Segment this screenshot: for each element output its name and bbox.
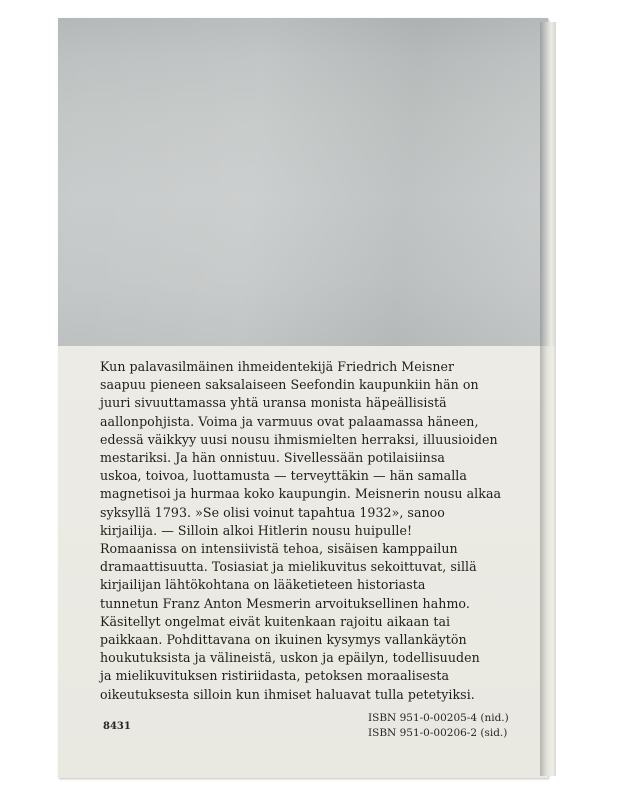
blurb-line: mestariksi. Ja hän onnistuu. Sivellessään potilaisiinsa [100,450,445,466]
blurb-line: Kun palavasilmäinen ihmeidentekijä Friedrich Meisner [100,359,455,374]
blurb-line: aallonpohjista. Voima ja varmuus ovat palaamassa häneen, [100,413,479,429]
blurb-line: magnetisoi ja hurmaa koko kaupungin. Meisnerin nousu alkaa [100,486,502,502]
blurb-line: oikeutuksesta silloin kun ihmiset haluavat tulla petetyiksi. [100,686,475,702]
blurb-line: houkutuksista ja välineistä, uskon ja epäilyn, todellisuuden [100,650,480,666]
blurb-line: tunnetun Franz Anton Mesmerin arvoituksellinen hahmo. [100,595,470,611]
isbn-line-hardcover: ISBN 951-0-00206-2 (sid.) [368,727,508,739]
blurb-line: edessä väikkyy uusi nousu ihmismielten herraksi, illuusioiden [100,431,498,447]
blurb-line: ja mielikuvituksen ristiriidasta, petoksen moraalisesta [100,668,450,684]
isbn-line-paperback: ISBN 951-0-00205-4 (nid.) [368,712,509,724]
blurb-line: paikkaan. Pohdittavana on ikuinen kysymys vallankäytön [100,632,467,648]
blurb-line: syksyllä 1793. »Se olisi voinut tapahtua 1932», sanoo [100,504,445,520]
blurb-line: dramaattisuutta. Tosiasiat ja mielikuvitus sekoittuvat, sillä [100,559,477,575]
blurb-line: Romaanissa on intensiivistä tehoa, sisäisen kamppailun [100,541,458,557]
blurb-line: saapuu pieneen saksalaiseen Seefondin kaupunkiin hän on [100,377,479,393]
blurb-line: uskoa, toivoa, luottamusta — terveyttäkin — hän samalla [100,468,467,484]
jacket-spine-edge-lower [540,346,556,776]
blurb-text [100,358,530,704]
blurb-line: kirjailija. — Silloin alkoi Hitlerin nousu huipulle! [100,522,413,538]
silver-top-panel [58,18,548,346]
isbn-block [368,711,509,741]
catalog-number: 8431 [103,721,131,732]
blurb-line: kirjailijan lähtökohtana on lääketieteen historiasta [100,577,426,593]
blurb-line: juuri sivuuttamassa yhtä uransa monista häpeällisistä [100,395,447,411]
blurb-line: Käsitellyt ongelmat eivät kuitenkaan rajoitu aikaan tai [100,613,451,629]
